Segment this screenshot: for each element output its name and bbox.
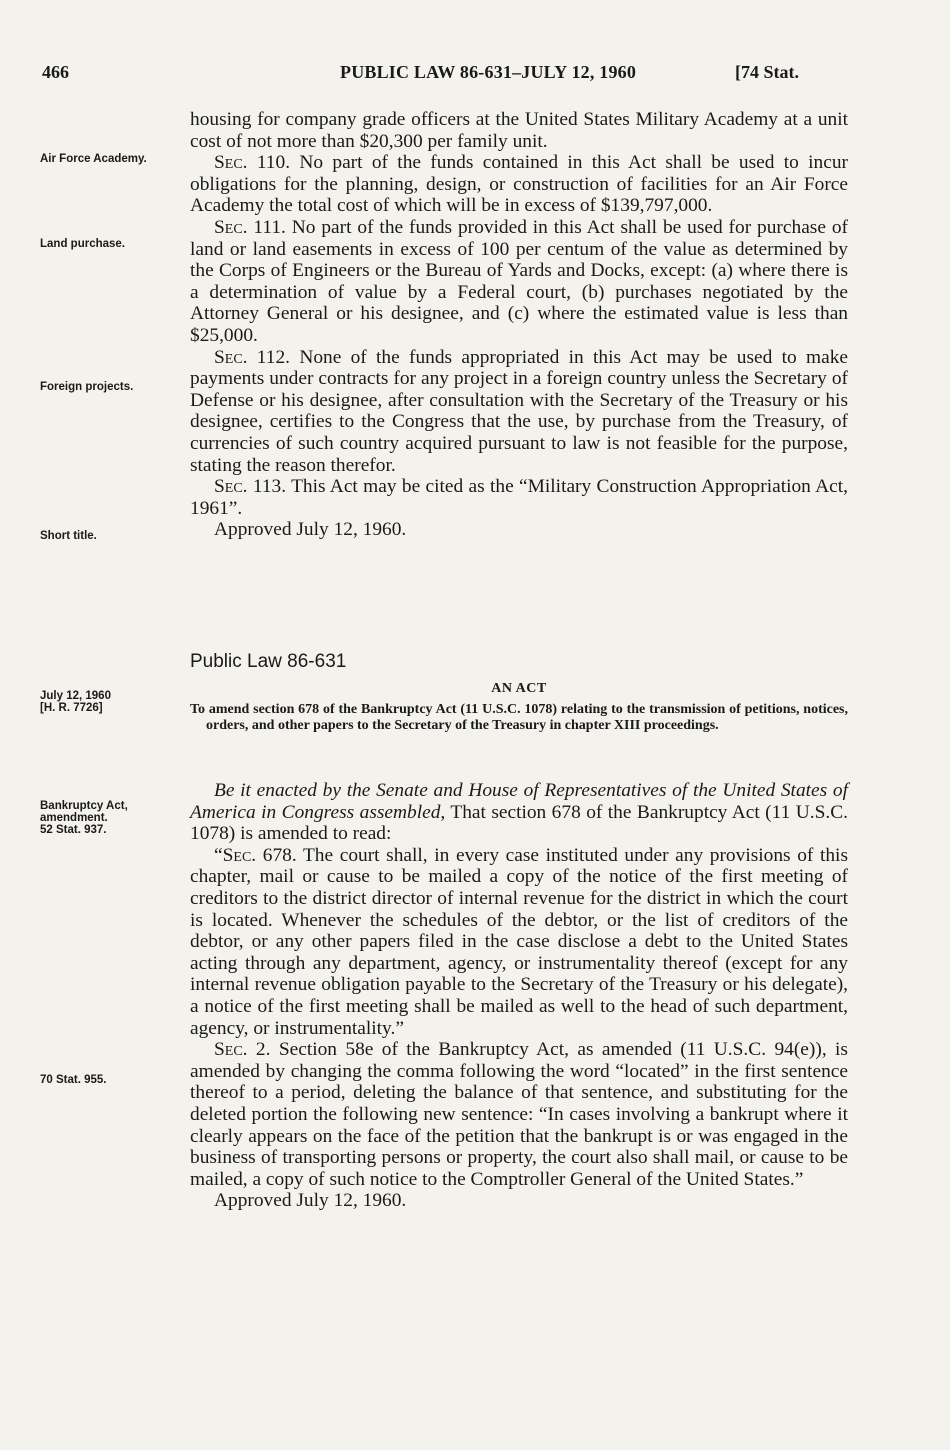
margin-note-date-line: July 12, 1960 <box>40 690 111 702</box>
section-110-label: Sec. 110. <box>214 152 291 174</box>
section-111-label: Sec. 111. <box>214 216 286 238</box>
running-title: PUBLIC LAW 86-631–JULY 12, 1960 <box>340 62 637 82</box>
upper-body-text <box>190 109 848 541</box>
margin-note-bankruptcy-amendment: Bankruptcy Act, amendment. <box>40 800 128 824</box>
section-112 <box>190 347 848 477</box>
margin-note-air-force: Air Force Academy. <box>40 153 147 165</box>
section-112-text: None of the funds appropriated in this Act may be used to make payments under contracts for any project in a foreign country unless the Secretary of Defense or his designee, after consultation with the Secretary of the Treasury or his designee, certifies to the Congress that the use, by purchase from the Treasury, of currencies of such country acquired pursuant to law is not feasible for the purpose, stating the reason therefor. <box>190 346 848 476</box>
approved-line-2: Approved July 12, 1960. <box>214 1190 407 1212</box>
section-112-label: Sec. 112. <box>214 346 291 368</box>
enacting-clause-italic: Be it enacted by the Senate and House of Representatives of the United States of America in Congress assembled, <box>190 780 848 823</box>
approved-line-1: Approved July 12, 1960. <box>214 519 407 541</box>
enacting-clause-rest: That section 678 of the Bankruptcy Act (11 U.S.C. 1078) is amended to read: <box>190 801 849 845</box>
section-110 <box>190 152 848 217</box>
volume-ref: [74 Stat. <box>735 62 799 82</box>
act-purpose: To amend section 678 of the Bankruptcy Act (11 U.S.C. 1078) relating to the transmission of petitions, notices, orders, and other papers to the Secretary of the Treasury in chapter XIII proceedings. <box>190 702 848 733</box>
section-2-text: Section 58e of the Bankruptcy Act, as amended (11 U.S.C. 94(e)), is amended by changing the comma following the word “located” in the first sentence thereof to a period, deleting the balance of that sentence, and substituting for the deleted portion the following new sentence: “In cases involving a bankrupt where it clearly appears on the face of the petition that the bankrupt is or was engaged in the business of transporting persons or property, the court also shall mail, or cause to be mailed, a copy of such notice to the Comptroller General of the United States.” <box>190 1039 848 1190</box>
section-2 <box>190 1039 848 1190</box>
margin-note-foreign-projects: Foreign projects. <box>40 381 134 393</box>
margin-note-bill-number: [H. R. 7726] <box>40 702 103 714</box>
margin-note-short-title: Short title. <box>40 530 97 542</box>
section-113-text: This Act may be cited as the “Military Construction Appropriation Act, 1961”. <box>190 476 848 519</box>
section-113-label: Sec. 113. <box>214 476 287 498</box>
section-2-label: Sec. 2. <box>214 1039 271 1061</box>
section-111-text: No part of the funds provided in this Act shall be used for purchase of land or land easements in excess of 100 per centum of the value as determined by the Corps of Engineers or the Bureau of Yards and Docks, except: (a) where there is a determination of value by a Federal court, (b) purchases negotiated by the Attorney General or his designee, and (c) where the estimated value is less than $25,000. <box>190 216 848 346</box>
margin-note-date <box>40 690 180 714</box>
page-number: 466 <box>42 62 69 82</box>
margin-note-land-purchase: Land purchase. <box>40 238 125 250</box>
section-111 <box>190 217 848 347</box>
section-113 <box>190 476 848 519</box>
public-law-heading: Public Law 86-631 <box>190 651 347 672</box>
enacting-clause <box>190 780 848 845</box>
lower-body-text <box>190 780 848 1212</box>
an-act-heading: AN ACT <box>491 681 547 696</box>
section-110-text: No part of the funds contained in this Act shall be used to incur obligations for the planning, design, or construction of facilities for an Air Force Academy the total cost of which will be in excess of $139,797,000. <box>190 152 849 217</box>
margin-note-stat-955: 70 Stat. 955. <box>40 1074 107 1086</box>
section-678 <box>190 845 848 1039</box>
margin-note-bankruptcy <box>40 800 185 836</box>
section-678-text: The court shall, in every case instituted under any provisions of this chapter, mail or cause to be mailed a copy of the notice of the first meeting of creditors to the district director of internal revenue for the district in which the court is located. Whenever the schedules of the debtor, or the list of creditors of the debtor, or any other papers filed in the case disclose a debt to the United States acting through any department, agency, or instrumentality thereof (except for any internal revenue obligation payable to the Secretary of the Treasury or his delegate), a notice of the first meeting shall be mailed as well to the head of such department, agency, or instrumentality.” <box>190 844 848 1039</box>
paragraph-continuation: housing for company grade officers at the United States Military Academy at a unit cost of not more than $20,300 per family unit. <box>190 109 848 152</box>
margin-note-stat-937: 52 Stat. 937. <box>40 824 107 836</box>
section-678-label: “Sec. 678. <box>214 844 297 866</box>
